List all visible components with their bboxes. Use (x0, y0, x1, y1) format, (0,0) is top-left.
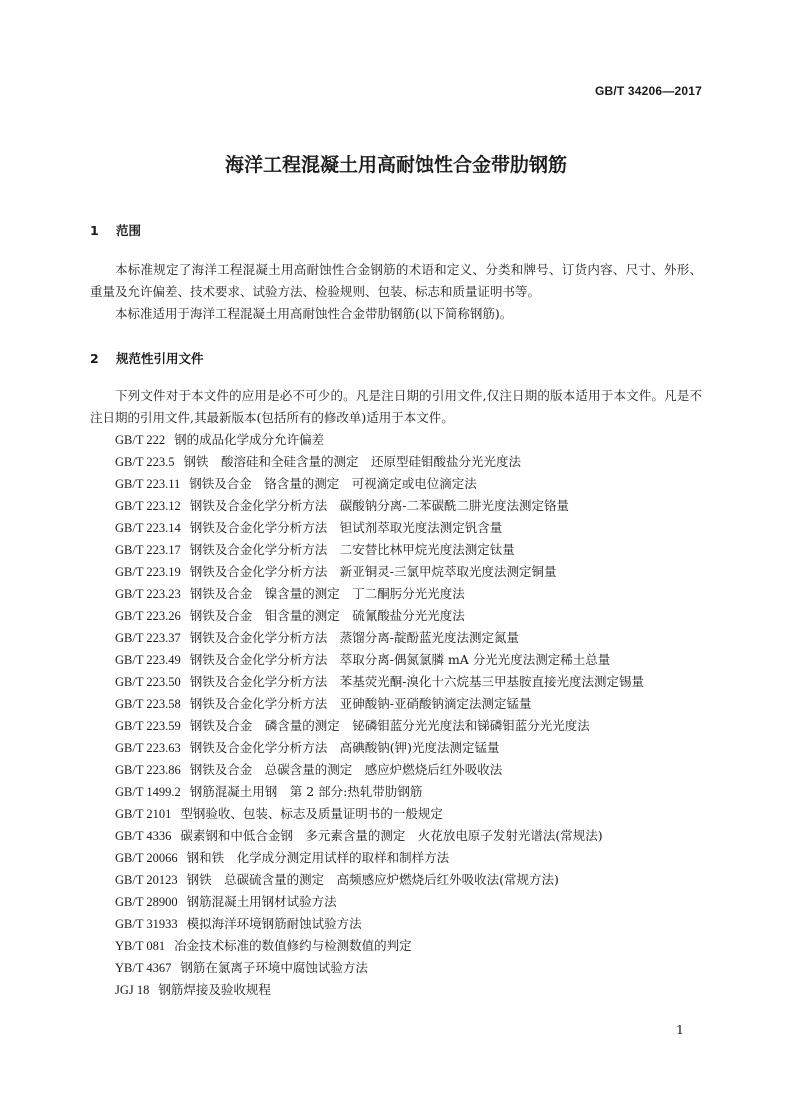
reference-title: 钢铁及合金化学分析方法 钽试剂萃取光度法测定钒含量 (189, 520, 503, 535)
reference-code: GB/T 28900 (115, 895, 178, 909)
reference-code: GB/T 223.86 (115, 763, 181, 777)
reference-title: 钢铁及合金化学分析方法 亚砷酸钠-亚硝酸钠滴定法测定锰量 (189, 696, 532, 711)
reference-item (90, 869, 702, 891)
reference-code: YB/T 4367 (115, 961, 172, 975)
section-number: 2 (90, 351, 99, 366)
reference-code: GB/T 223.23 (115, 587, 181, 601)
standard-code: GB/T 34206—2017 (594, 84, 702, 98)
reference-title: 型钢验收、包装、标志及质量证明书的一般规定 (180, 806, 443, 821)
reference-code: GB/T 223.59 (115, 719, 181, 733)
reference-item (90, 583, 702, 605)
reference-code: JGJ 18 (115, 983, 150, 997)
reference-title: 钢铁及合金 钼含量的测定 硫氰酸盐分光光度法 (189, 608, 465, 623)
reference-code: GB/T 223.5 (115, 455, 175, 469)
reference-code: GB/T 1499.2 (115, 785, 181, 799)
reference-code: GB/T 223.63 (115, 741, 181, 755)
reference-title: 钢铁及合金化学分析方法 新亚铜灵-三氯甲烷萃取光度法测定铜量 (189, 564, 557, 579)
reference-code: GB/T 223.50 (115, 675, 181, 689)
reference-title: 钢铁 酸溶硅和全硅含量的测定 还原型硅钼酸盐分光光度法 (183, 454, 522, 469)
reference-code: GB/T 223.17 (115, 543, 181, 557)
reference-item (90, 847, 702, 869)
reference-code: GB/T 222 (115, 433, 166, 447)
reference-code: GB/T 223.58 (115, 697, 181, 711)
reference-code: GB/T 223.49 (115, 653, 181, 667)
scope-paragraph-2: 本标准适用于海洋工程混凝土用高耐蚀性合金带肋钢筋(以下简称钢筋)。 (115, 306, 513, 321)
reference-item (90, 605, 702, 627)
reference-code: GB/T 31933 (115, 917, 178, 931)
reference-title: 钢铁及合金 镍含量的测定 丁二酮肟分光光度法 (189, 586, 465, 601)
section-title: 范围 (116, 223, 142, 238)
reference-title: 冶金技术标准的数值修约与检测数值的判定 (174, 938, 412, 953)
reference-title: 碳素钢和中低合金钢 多元素含量的测定 火花放电原子发射光谱法(常规法) (180, 828, 603, 843)
reference-item (90, 451, 702, 473)
section-1-heading (90, 221, 141, 239)
reference-title: 钢筋焊接及验收规程 (158, 982, 271, 997)
reference-item (90, 693, 702, 715)
reference-item (90, 913, 702, 935)
section-number: 1 (90, 223, 99, 238)
reference-code: GB/T 20123 (115, 873, 178, 887)
reference-title: 钢铁 总碳硫含量的测定 高频感应炉燃烧后红外吸收法(常规方法) (186, 872, 559, 887)
reference-title: 钢铁及合金化学分析方法 萃取分离-偶氮氯膦 mA 分光光度法测定稀土总量 (189, 652, 611, 667)
reference-code: GB/T 223.11 (115, 477, 181, 491)
reference-code: YB/T 081 (115, 939, 166, 953)
reference-title: 钢铁及合金 铬含量的测定 可视滴定或电位滴定法 (189, 476, 477, 491)
reference-item (90, 429, 702, 451)
reference-item (90, 539, 702, 561)
reference-title: 钢铁及合金化学分析方法 高碘酸钠(钾)光度法测定锰量 (189, 740, 500, 755)
reference-code: GB/T 223.19 (115, 565, 181, 579)
reference-item (90, 715, 702, 737)
reference-code: GB/T 223.12 (115, 499, 181, 513)
section-title: 规范性引用文件 (116, 351, 204, 366)
reference-title: 钢铁及合金化学分析方法 苯基荧光酮-溴化十六烷基三甲基胺直接光度法测定锡量 (189, 674, 644, 689)
reference-title: 钢筋在氯离子环境中腐蚀试验方法 (180, 960, 368, 975)
reference-code: GB/T 4336 (115, 829, 172, 843)
reference-code: GB/T 20066 (115, 851, 178, 865)
reference-title: 钢筋混凝土用钢材试验方法 (186, 894, 337, 909)
reference-title: 模拟海洋环境钢筋耐蚀试验方法 (186, 916, 362, 931)
section-2-heading (90, 349, 204, 367)
document-title: 海洋工程混凝土用高耐蚀性合金带肋钢筋 (224, 154, 567, 176)
reference-title: 钢的成品化学成分允许偏差 (174, 432, 325, 447)
reference-item (90, 649, 702, 671)
reference-item (90, 671, 702, 693)
reference-item (90, 495, 702, 517)
normative-intro-paragraph: 下列文件对于本文件的应用是必不可少的。凡是注日期的引用文件,仅注日期的版本适用于本文件。凡是不注日期的引用文件,其最新版本(包括所有的修改单)适用于本文件。 (90, 388, 702, 425)
reference-title: 钢铁及合金化学分析方法 二安替比林甲烷光度法测定钛量 (189, 542, 515, 557)
reference-item (90, 825, 702, 847)
reference-code: GB/T 223.14 (115, 521, 181, 535)
reference-title: 钢铁及合金化学分析方法 蒸馏分离-靛酚蓝光度法测定氮量 (189, 630, 519, 645)
reference-item (90, 759, 702, 781)
reference-item (90, 561, 702, 583)
reference-title: 钢铁及合金 总碳含量的测定 感应炉燃烧后红外吸收法 (189, 762, 503, 777)
reference-item (90, 517, 702, 539)
reference-item (90, 803, 702, 825)
reference-title: 钢铁及合金化学分析方法 碳酸钠分离-二苯碳酰二肼光度法测定铬量 (189, 498, 569, 513)
reference-item (90, 737, 702, 759)
reference-item (90, 891, 702, 913)
reference-code: GB/T 2101 (115, 807, 172, 821)
reference-title: 钢筋混凝土用钢 第 2 部分:热轧带肋钢筋 (189, 784, 423, 799)
reference-title: 钢和铁 化学成分测定用试样的取样和制样方法 (186, 850, 450, 865)
reference-item (90, 979, 702, 1001)
reference-code: GB/T 223.37 (115, 631, 181, 645)
reference-code: GB/T 223.26 (115, 609, 181, 623)
scope-paragraph-1: 本标准规定了海洋工程混凝土用高耐蚀性合金钢筋的术语和定义、分类和牌号、订货内容、尺寸、外形、重量及允许偏差、技术要求、试验方法、检验规则、包装、标志和质量证明书等。 (90, 262, 702, 299)
reference-item (90, 473, 702, 495)
reference-item (90, 957, 702, 979)
reference-item (90, 627, 702, 649)
reference-list (90, 429, 702, 1001)
page-number: 1 (676, 1022, 684, 1037)
reference-item (90, 935, 702, 957)
reference-title: 钢铁及合金 磷含量的测定 铋磷钼蓝分光光度法和锑磷钼蓝分光光度法 (189, 718, 590, 733)
reference-item (90, 781, 702, 803)
